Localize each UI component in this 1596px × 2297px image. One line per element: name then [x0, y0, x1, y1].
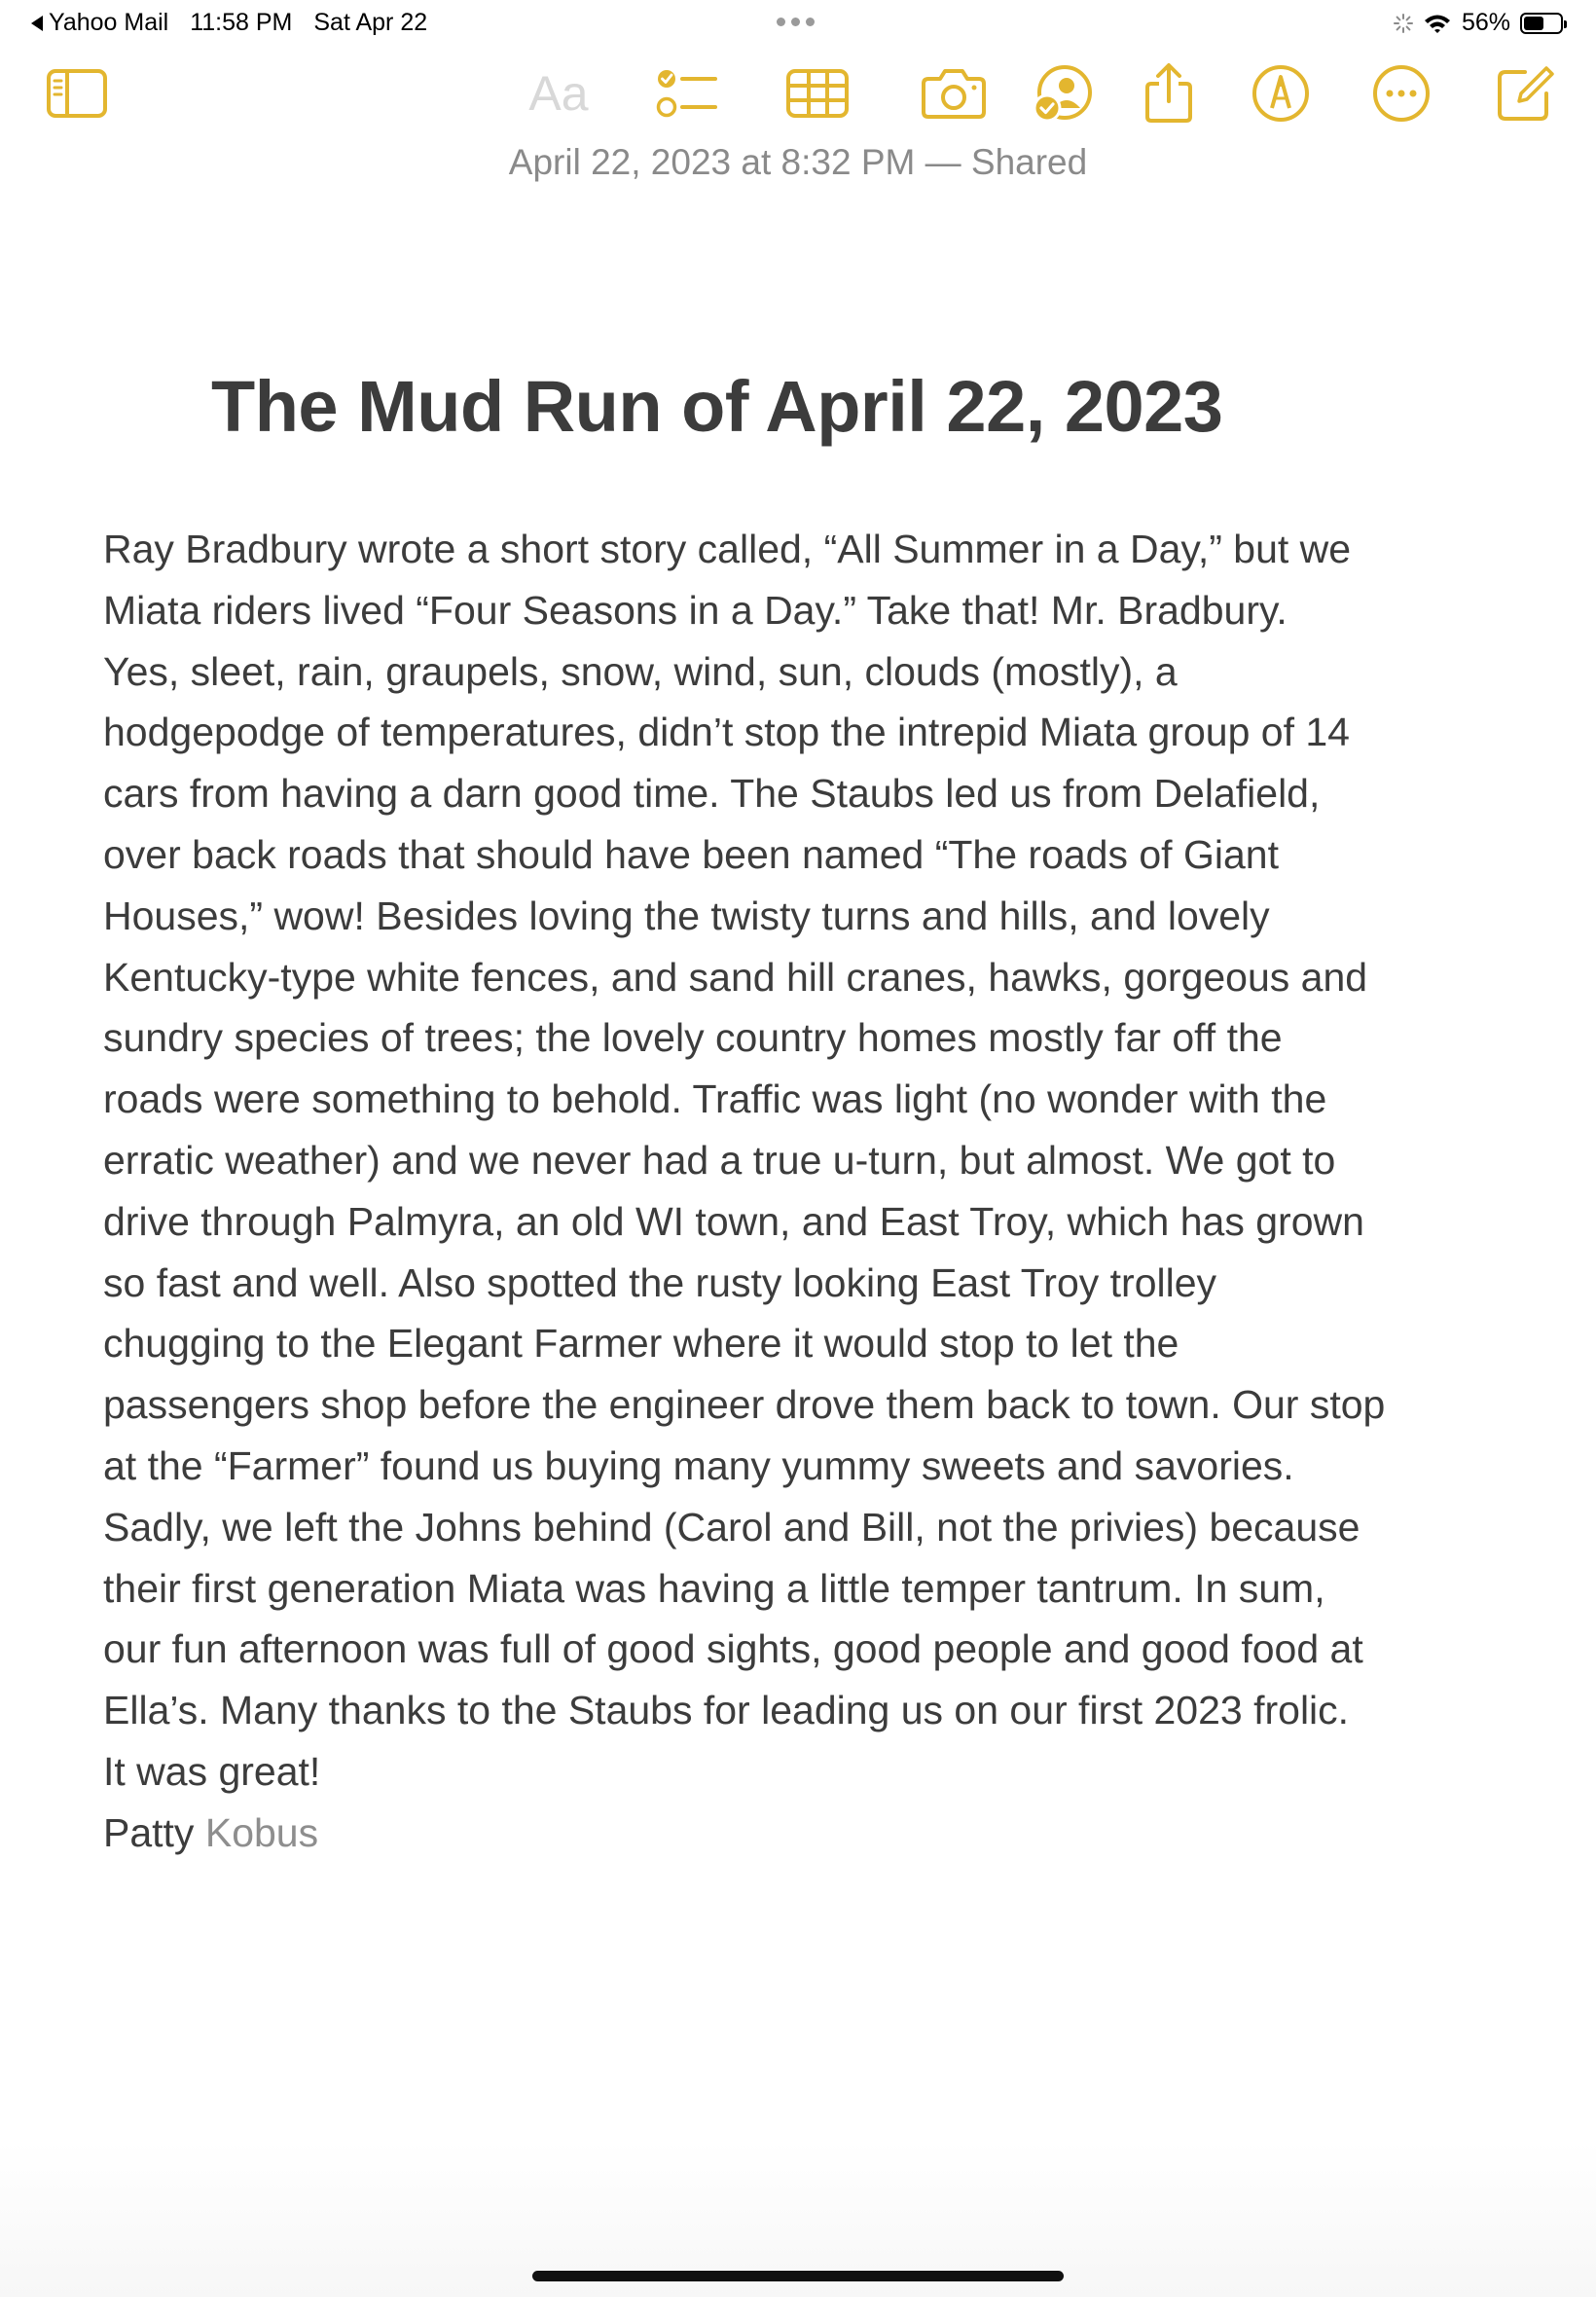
- battery-level: [1524, 17, 1543, 30]
- status-time: 11:58 PM: [190, 9, 293, 36]
- more-icon: [1371, 63, 1432, 124]
- share-icon: [1143, 62, 1194, 125]
- note-body-line: chugging to the Elegant Farmer where it would stop to let the: [103, 1321, 1179, 1367]
- back-app-label: Yahoo Mail: [49, 9, 169, 36]
- more-options-button[interactable]: [1364, 56, 1438, 130]
- status-left: [31, 9, 427, 37]
- note-body-line: their first generation Miata was having a little temper tantrum. In sum,: [103, 1565, 1325, 1611]
- note-body-line: Houses,” wow! Besides loving the twisty turns and hills, and lovely: [103, 893, 1270, 938]
- wifi-icon: [1423, 13, 1452, 34]
- note-body-line: over back roads that should have been named “The roads of Giant: [103, 831, 1279, 877]
- note-body-line: Yes, sleet, rain, graupels, snow, wind, sun, clouds (mostly), a: [103, 648, 1178, 694]
- sidebar-toggle-button[interactable]: [40, 56, 114, 130]
- format-label: Aa: [528, 66, 589, 121]
- signature-first-name: Patty: [103, 1809, 195, 1855]
- status-bar: [0, 0, 1596, 47]
- back-arrow-icon: [31, 16, 43, 31]
- compose-icon: [1496, 64, 1556, 123]
- collaboration-icon: [1032, 63, 1094, 124]
- multitasking-dot: [791, 18, 800, 26]
- share-button[interactable]: [1132, 56, 1206, 130]
- multitasking-dot: [777, 18, 785, 26]
- note-body-line: erratic weather) and we never had a true u-turn, but almost. We got to: [103, 1137, 1336, 1183]
- multitasking-dot: [806, 18, 815, 26]
- note-body[interactable]: [103, 519, 1505, 1864]
- checklist-icon: [655, 64, 719, 123]
- table-icon: [785, 68, 850, 119]
- compose-note-button[interactable]: [1489, 56, 1563, 130]
- markup-button[interactable]: [1244, 56, 1318, 130]
- battery-tip: [1564, 20, 1567, 28]
- collaborate-button[interactable]: [1026, 56, 1100, 130]
- note-body-line: so fast and well. Also spotted the rusty looking East Troy trolley: [103, 1259, 1217, 1305]
- battery-percent: 56%: [1461, 9, 1510, 36]
- note-body-line: Kentucky-type white fences, and sand hill cranes, hawks, gorgeous and: [103, 954, 1368, 1000]
- format-text-button[interactable]: [523, 56, 595, 130]
- markup-icon: [1251, 63, 1311, 124]
- note-body-line: sundry species of trees; the lovely country homes mostly far off the: [103, 1015, 1283, 1061]
- note-body-line: cars from having a darn good time. The Staubs led us from Delafield,: [103, 771, 1321, 817]
- note-body-line: drive through Palmyra, an old WI town, and East Troy, which has grown: [103, 1198, 1364, 1244]
- note-timestamp: April 22, 2023 at 8:32 PM — Shared: [508, 142, 1088, 182]
- camera-icon: [921, 67, 987, 120]
- checklist-button[interactable]: [650, 56, 724, 130]
- note-body-line: our fun afternoon was full of good sights, good people and good food at: [103, 1626, 1363, 1672]
- note-body-line: Ella’s. Many thanks to the Staubs for leading us on our first 2023 frolic.: [103, 1688, 1350, 1733]
- note-body-line: roads were something to behold. Traffic was light (no wonder with the: [103, 1076, 1327, 1122]
- note-body-line: Ray Bradbury wrote a short story called, “All Summer in a Day,” but we: [103, 527, 1352, 571]
- note-body-line: hodgepodge of temperatures, didn’t stop the intrepid Miata group of 14: [103, 710, 1350, 755]
- status-right: [1394, 9, 1563, 37]
- note-body-line: at the “Farmer” found us buying many yummy sweets and savories.: [103, 1442, 1294, 1488]
- activity-spinner-icon: [1394, 14, 1413, 33]
- note-body-line: It was great!: [103, 1748, 321, 1794]
- home-indicator[interactable]: [532, 2271, 1064, 2281]
- signature-last-name: Kobus: [204, 1809, 319, 1855]
- status-date: Sat Apr 22: [313, 9, 428, 36]
- note-body-line: Sadly, we left the Johns behind (Carol and Bill, not the privies) because: [103, 1504, 1360, 1550]
- sidebar-icon: [46, 68, 108, 119]
- multitasking-menu[interactable]: [777, 18, 815, 26]
- camera-button[interactable]: [917, 56, 991, 130]
- note-toolbar: [0, 56, 1596, 134]
- note-body-line: Miata riders lived “Four Seasons in a Day.” Take that! Mr. Bradbury.: [103, 587, 1288, 633]
- back-to-app-link[interactable]: [31, 9, 168, 37]
- table-button[interactable]: [780, 56, 854, 130]
- note-title[interactable]: The Mud Run of April 22, 2023: [211, 366, 1223, 447]
- note-signature: [103, 1803, 1505, 1864]
- battery-icon: [1520, 13, 1563, 34]
- note-body-line: passengers shop before the engineer drove them back to town. Our stop: [103, 1382, 1386, 1428]
